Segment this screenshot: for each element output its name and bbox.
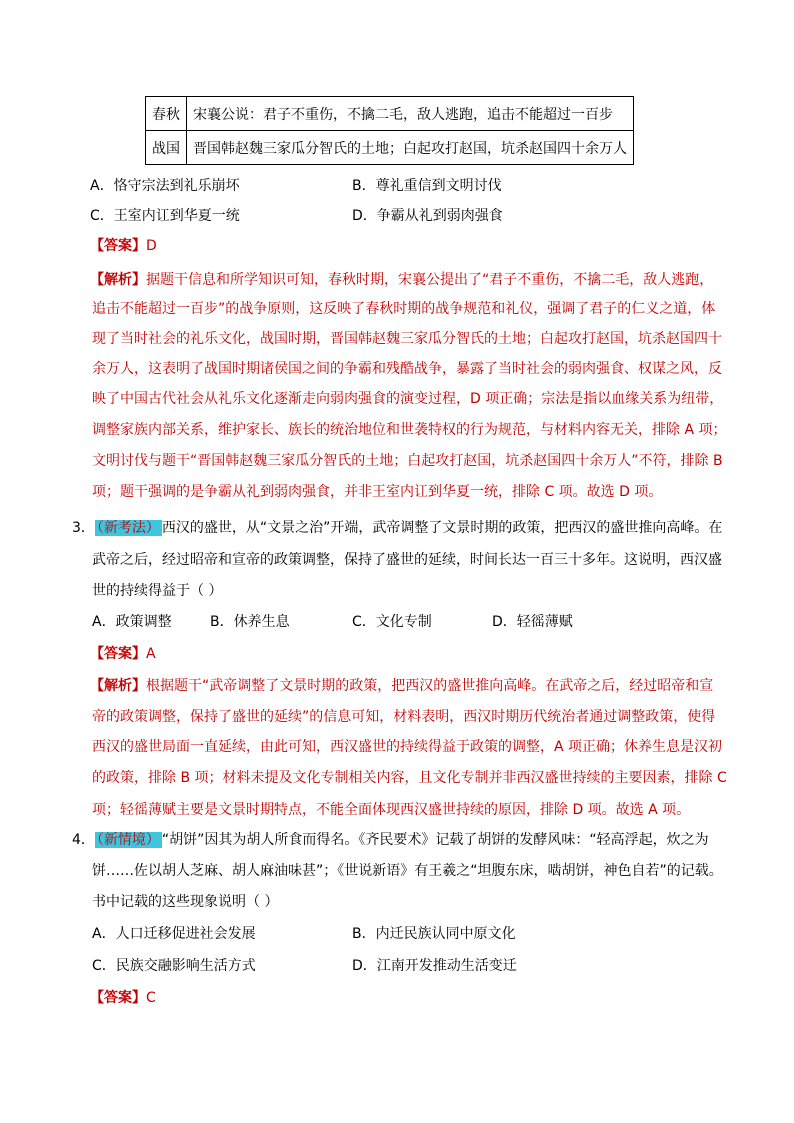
q3-analysis-line: 帝的政策调整，保持了盛世的延续”的信息可知，材料表明，西汉时期历代统治者通过调整政策，使得 [92,709,716,725]
table-content-cell: 晋国韩赵魏三家瓜分智氏的土地；白起攻打赵国，坑杀赵国四十余万人 [187,131,634,165]
q4-stem-line: 饼……佐以胡人芝麻、胡人麻油味甚”；《世说新语》有王羲之“坦腹东床，啮胡饼，神色自若”的记载。 [92,863,723,879]
q3-answer [90,644,156,664]
answer-value: A [146,646,156,662]
analysis-text: 据题干信息和所学知识可知，春秋时期，宋襄公提出了“君子不重伤，不擒二毛，敌人逃跑， [146,272,714,288]
q3-analysis-line: 西汉的盛世局面一直延续，由此可知，西汉盛世的持续得益于政策的调整，A 项正确；休养生息是汉初 [92,739,723,755]
q3-option-d: D．轻徭薄赋 [492,614,573,630]
q4-answer [90,988,156,1008]
q3-option-c: C．文化专制 [352,614,432,630]
q3-analysis-line: 项；轻徭薄赋主要是文景时期特点，不能全面体现西汉盛世持续的原因，排除 D 项。故选 A 项。 [92,802,691,818]
table-row [146,131,634,165]
q4-tag-badge: （新情境） [96,832,160,848]
q3-stem-text: 西汉的盛世，从“文景之治”开端，武帝调整了文景时期的政策，把西汉的盛世推向高峰。在 [161,520,723,536]
q2-option-c: C．王室内讧到华夏一统 [90,208,240,224]
q3-stem-line: 武帝之后，经过昭帝和宣帝的政策调整，保持了盛世的延续，时间长达一百三十多年。这说明，西汉盛 [92,552,722,568]
q3-option-a: A．政策调整 [92,614,172,630]
q4-stem-line: 书中记载的这些现象说明（ ） [92,894,279,910]
table-content-cell: 宋襄公说：君子不重伤，不擒二毛，敌人逃跑，追击不能超过一百步 [187,97,634,131]
analysis-text: 根据题干“武帝调整了文景时期的政策，把西汉的盛世推向高峰。在武帝之后，经过昭帝和宣 [146,678,714,694]
q4-option-a: A．人口迁移促进社会发展 [92,926,256,942]
q4-stem-line [72,830,709,850]
q3-analysis-line [90,676,713,696]
answer-value: C [146,990,156,1006]
q2-analysis-line: 项；题干强调的是争霸从礼到弱肉强食，并非王室内讧到华夏一统，排除 C 项。故选 D 项。 [92,484,663,500]
q3-stem-line: 世的持续得益于（ ） [92,583,223,599]
q3-tag-badge: （新考法） [96,520,160,536]
q2-analysis-line: 文明讨伐与题干“晋国韩赵魏三家瓜分智氏的土地；白起攻打赵国，坑杀赵国四十余万人”不符，排除 B [92,453,723,469]
q3-analysis-line: 的政策，排除 B 项；材料未提及文化专制相关内容，且文化专制并非西汉盛世持续的主要因素，排除 C [92,770,727,786]
q2-answer [90,236,157,256]
answer-label: 【答案】 [90,238,146,254]
q4-option-b: B．内迁民族认同中原文化 [352,926,516,942]
q3-number: 3． [72,520,95,536]
answer-label: 【答案】 [90,990,146,1006]
question-table [145,96,634,165]
q2-analysis-line [90,270,713,290]
answer-label: 【答案】 [90,646,146,662]
q2-analysis-line: 追击不能超过一百步”的战争原则，这反映了春秋时期的战争规范和礼仪，强调了君子的仁义之道，体 [92,301,716,317]
q2-analysis-line: 现了当时社会的礼乐文化，战国时期，晋国韩赵魏三家瓜分智氏的土地；白起攻打赵国，坑杀赵国四十 [92,331,722,347]
table-period-cell: 战国 [146,131,187,165]
q2-option-d: D．争霸从礼到弱肉强食 [352,208,503,224]
q2-option-b: B．尊礼重信到文明讨伐 [352,178,502,194]
analysis-label: 【解析】 [90,272,146,288]
q3-option-b: B．休养生息 [210,614,290,630]
q2-option-a: A．恪守宗法到礼乐崩坏 [90,178,240,194]
q2-analysis-line: 调整家族内部关系，维护家长、族长的统治地位和世袭特权的行为规范，与材料内容无关，排除 A 项； [92,422,727,438]
q4-number: 4． [72,832,95,848]
q2-analysis-line: 余万人，这表明了战国时期诸侯国之间的争霸和残酷战争，暴露了当时社会的弱肉强食、权谋之风，反 [92,361,722,377]
q4-option-c: C．民族交融影响生活方式 [92,958,256,974]
q4-option-d: D．江南开发推动生活变迁 [352,958,517,974]
q3-stem-line [72,518,722,538]
q4-stem-text: “胡饼”因其为胡人所食而得名。《齐民要术》记载了胡饼的发酵风味：“轻高浮起，炊之为 [161,832,709,848]
q2-analysis-line: 映了中国古代社会从礼乐文化逐渐走向弱肉强食的演变过程，D 项正确；宗法是指以血缘关系为纽带， [92,391,724,407]
table-period-cell: 春秋 [146,97,187,131]
analysis-label: 【解析】 [90,678,146,694]
answer-value: D [146,238,157,254]
table-row [146,97,634,131]
